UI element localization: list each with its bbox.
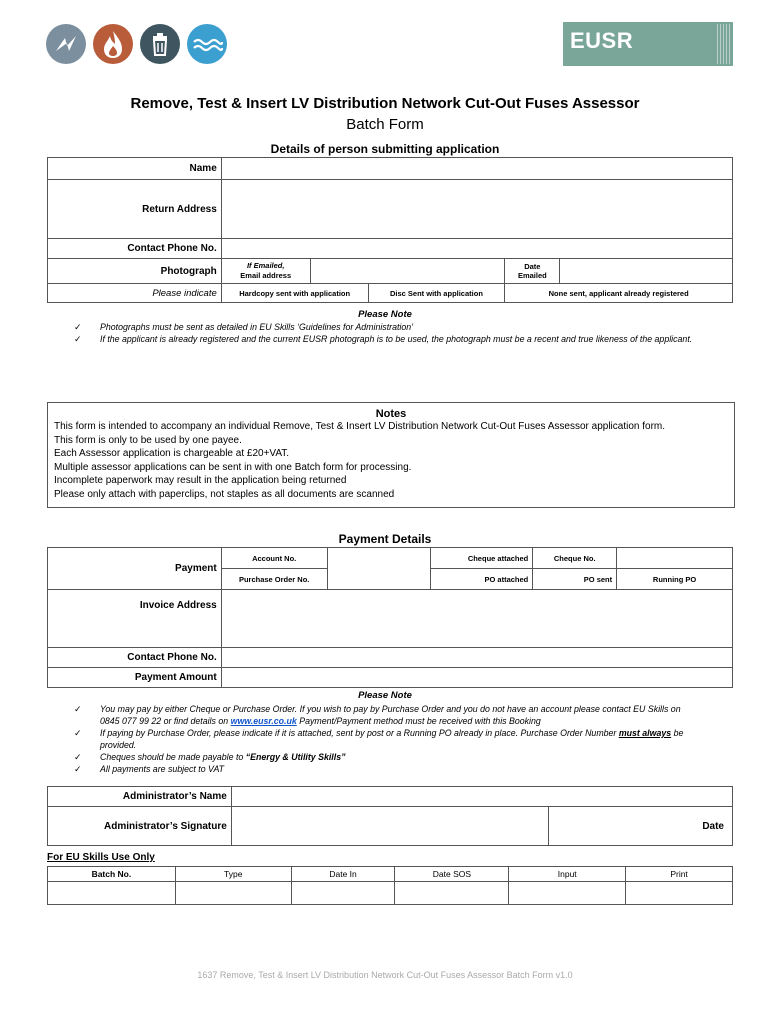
- cheque-no-field[interactable]: [617, 548, 733, 569]
- note-text: All payments are subject to VAT: [100, 764, 225, 774]
- gas-flame-logo-icon: [93, 24, 133, 64]
- admin-name-field[interactable]: [231, 787, 732, 807]
- return-address-label: Return Address: [48, 180, 222, 239]
- please-note-heading-2: Please Note: [358, 690, 412, 701]
- notes-line: This form is intended to accompany an individual Remove, Test & Insert LV Distribution Network Cut-Out Fuses Assessor application form.: [54, 421, 666, 432]
- admin-signature-field[interactable]: [231, 807, 548, 846]
- col-input: Input: [509, 867, 626, 882]
- notes-line: Please only attach with paperclips, not staples as all documents are scanned: [54, 488, 395, 500]
- note-emphasis: must always: [618, 728, 672, 738]
- note-text: If paying by Purchase Order, please indicate if it is attached, sent by post or a Running PO already in place. Purchase Order Number: [100, 728, 617, 738]
- note-item: [74, 703, 724, 727]
- admin-table: [47, 786, 733, 846]
- notes-line: Incomplete paperwork may result in the application being returned: [54, 475, 347, 487]
- contact-phone-field[interactable]: [221, 239, 732, 259]
- payment-contact-phone-label: Contact Phone No.: [48, 648, 222, 668]
- payment-heading: Payment Details: [338, 532, 432, 546]
- footer-text: 1637 Remove, Test & Insert LV Distribution Network Cut-Out Fuses Assessor Batch Form v1.0: [197, 970, 573, 980]
- note-text: Cheques should be made payable to: [100, 752, 244, 762]
- payment-amount-field[interactable]: [221, 668, 732, 688]
- hardcopy-option[interactable]: Hardcopy sent with application: [221, 284, 368, 303]
- eusr-logo: [563, 22, 733, 66]
- invoice-address-label: Invoice Address: [48, 590, 222, 648]
- account-no-label: Account No.: [221, 548, 327, 569]
- checkmark-icon: ✓: [74, 764, 82, 774]
- checkmark-icon: ✓: [74, 752, 82, 762]
- note-item: [74, 333, 724, 345]
- submitter-table: [47, 157, 733, 303]
- checkmark-icon: ✓: [74, 334, 82, 344]
- none-sent-option[interactable]: None sent, applicant already registered: [505, 284, 733, 303]
- name-field[interactable]: [221, 158, 732, 180]
- form-title: Remove, Test & Insert LV Distribution Network Cut-Out Fuses Assessor: [130, 95, 640, 112]
- payment-amount-label: Payment Amount: [48, 668, 222, 688]
- note-item: [74, 751, 724, 763]
- waste-bin-logo-icon: [140, 24, 180, 64]
- invoice-address-field[interactable]: [221, 590, 732, 648]
- date-in-cell[interactable]: [291, 882, 395, 905]
- notes-line: Each Assessor application is chargeable at £20+VAT.: [54, 448, 290, 460]
- submitter-heading: Details of person submitting application: [270, 142, 500, 156]
- note-item: [74, 727, 724, 751]
- notes-line: Multiple assessor applications can be sent in with one Batch form for processing.: [54, 461, 412, 473]
- note-text: be: [673, 728, 684, 738]
- electricity-logo-icon: [46, 24, 86, 64]
- eusr-website-link[interactable]: www.eusr.co.uk: [230, 716, 297, 726]
- please-note-heading-1: Please Note: [358, 309, 412, 320]
- note-text: Payment/Payment method must be received with this Booking: [299, 716, 541, 726]
- note-text: If the applicant is already registered and the current EUSR photograph is to be used, the photograph must be a recent and true likeness of the applicant.: [100, 334, 693, 344]
- cheque-no-label: Cheque No.: [533, 548, 617, 569]
- col-type: Type: [175, 867, 291, 882]
- note-item: [74, 763, 724, 775]
- eusr-logo-stripes: [717, 24, 731, 64]
- notes-line: This form is only to be used by one payee.: [54, 434, 242, 446]
- account-no-field[interactable]: [327, 548, 431, 590]
- input-cell[interactable]: [509, 882, 626, 905]
- eu-use-table: [47, 866, 733, 905]
- if-emailed-label: [221, 259, 310, 284]
- if-emailed-line2: Email address: [240, 271, 292, 280]
- photograph-label: Photograph: [48, 259, 222, 284]
- eusr-logo-text: EUSR: [570, 28, 634, 53]
- please-note-list-2: [74, 703, 724, 775]
- col-date-in: Date In: [291, 867, 395, 882]
- date-sos-cell[interactable]: [395, 882, 509, 905]
- payment-label: Payment: [48, 548, 222, 590]
- note-emphasis: “Energy & Utility Skills”: [245, 752, 346, 762]
- col-date-sos: Date SOS: [395, 867, 509, 882]
- admin-signature-label: Administrator’s Signature: [48, 807, 232, 846]
- disc-option[interactable]: Disc Sent with application: [368, 284, 505, 303]
- please-indicate-label: Please indicate: [48, 284, 222, 303]
- col-print: Print: [626, 867, 733, 882]
- notes-heading: Notes: [375, 408, 407, 420]
- form-subtitle: Batch Form: [346, 116, 424, 133]
- note-item: [74, 321, 724, 333]
- date-emailed-label: Date Emailed: [505, 259, 560, 284]
- note-text: Photographs must be sent as detailed in EU Skills ‘Guidelines for Administration’: [100, 322, 414, 332]
- name-label: Name: [48, 158, 222, 180]
- date-emailed-field[interactable]: [560, 259, 733, 284]
- print-cell[interactable]: [626, 882, 733, 905]
- checkmark-icon: ✓: [74, 704, 82, 714]
- note-text: You may pay by either Cheque or Purchase Order. If you wish to pay by Purchase Order and you do not have an account please contact EU Skills on: [100, 704, 681, 714]
- batch-no-cell[interactable]: [48, 882, 176, 905]
- purchase-order-no-label: Purchase Order No.: [221, 569, 327, 590]
- type-cell[interactable]: [175, 882, 291, 905]
- po-attached-option[interactable]: PO attached: [431, 569, 533, 590]
- return-address-field[interactable]: [221, 180, 732, 239]
- col-batch-no: Batch No.: [48, 867, 176, 882]
- checkmark-icon: ✓: [74, 728, 82, 738]
- payment-table: [47, 547, 733, 688]
- cheque-attached-option[interactable]: Cheque attached: [431, 548, 533, 569]
- eu-use-heading: For EU Skills Use Only: [47, 852, 155, 863]
- admin-date-label: Date: [549, 807, 733, 846]
- email-address-field[interactable]: [310, 259, 505, 284]
- please-note-list-1: [74, 321, 724, 345]
- checkmark-icon: ✓: [74, 322, 82, 332]
- running-po-option[interactable]: Running PO: [617, 569, 733, 590]
- admin-name-label: Administrator’s Name: [48, 787, 232, 807]
- contact-phone-label: Contact Phone No.: [48, 239, 222, 259]
- if-emailed-line1: If Emailed,: [246, 261, 285, 270]
- payment-contact-phone-field[interactable]: [221, 648, 732, 668]
- water-logo-icon: [187, 24, 227, 64]
- note-text: 0845 077 99 22 or find details on: [100, 716, 229, 726]
- note-text: provided.: [100, 740, 137, 750]
- notes-box: [47, 402, 735, 508]
- po-sent-option[interactable]: PO sent: [533, 569, 617, 590]
